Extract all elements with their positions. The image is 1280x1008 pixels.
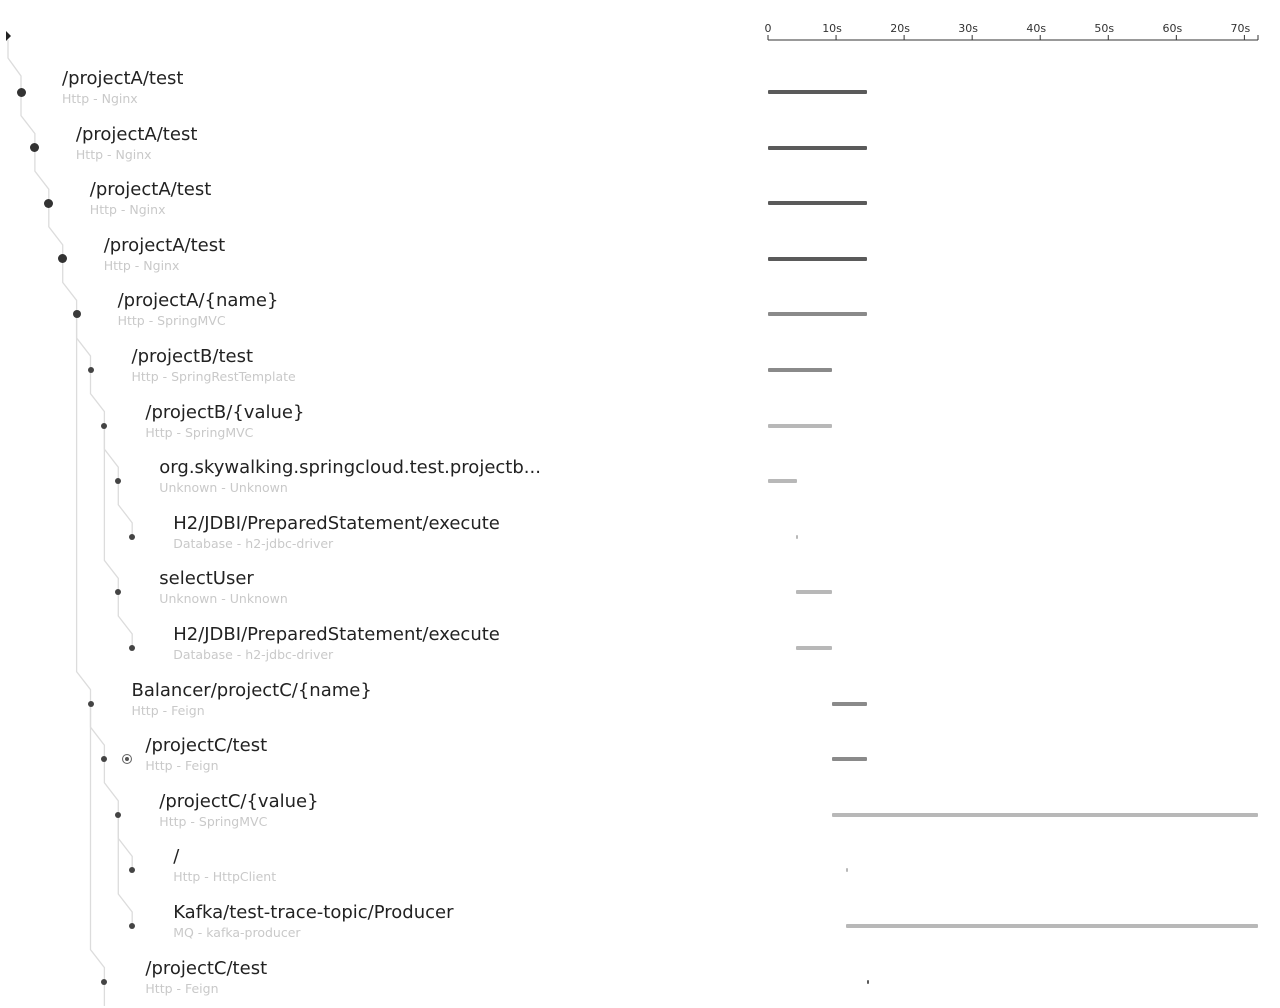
span-component-label: Http - Feign: [131, 702, 205, 718]
span-row[interactable]: [0, 566, 740, 618]
span-endpoint-name: /projectC/test: [145, 735, 268, 757]
span-duration-bar[interactable]: [796, 535, 798, 539]
span-endpoint-name: /projectA/test: [75, 123, 198, 145]
span-row[interactable]: [0, 66, 740, 118]
span-endpoint-name: Balancer/projectC/{name}: [131, 679, 372, 701]
span-node-dot-icon[interactable]: [101, 423, 107, 429]
span-component-label: Http - SpringMVC: [117, 313, 226, 329]
span-endpoint-name: H2/JDBI/PreparedStatement/execute: [173, 512, 500, 534]
span-row[interactable]: [0, 622, 740, 674]
span-endpoint-name: Kafka/test-trace-topic/Producer: [173, 902, 454, 923]
span-row[interactable]: [0, 678, 740, 730]
span-duration-bar[interactable]: [846, 868, 848, 872]
span-duration-bar[interactable]: [796, 590, 832, 594]
span-row[interactable]: [0, 288, 740, 340]
span-node-dot-icon[interactable]: [115, 478, 121, 484]
span-component-label: Http - SpringMVC: [159, 813, 268, 829]
span-row[interactable]: [0, 455, 740, 507]
span-row[interactable]: [0, 177, 740, 229]
span-node-dot-icon[interactable]: [129, 645, 135, 651]
span-component-label: Http - SpringMVC: [145, 424, 254, 440]
span-node-dot-icon[interactable]: [101, 756, 107, 762]
span-component-label: Http - Nginx: [62, 91, 138, 106]
axis-tick-label: 40s: [1026, 22, 1047, 35]
span-row[interactable]: [0, 733, 740, 785]
span-row[interactable]: [0, 789, 740, 841]
span-component-label: Database - h2-jdbc-driver: [173, 647, 334, 662]
span-component-label: Http - Nginx: [75, 146, 152, 162]
span-row[interactable]: [0, 511, 740, 563]
span-row[interactable]: [0, 233, 740, 285]
span-duration-bar[interactable]: [796, 646, 832, 650]
axis-tick-label: 30s: [958, 22, 979, 35]
span-row[interactable]: [0, 956, 740, 1008]
span-node-dot-icon[interactable]: [129, 923, 135, 929]
span-duration-bar[interactable]: [768, 90, 867, 94]
timeline-axis: [0, 0, 1280, 50]
span-endpoint-name: /projectA/test: [89, 179, 212, 201]
span-component-label: Http - Nginx: [103, 257, 180, 273]
span-endpoint-name: /projectA/test: [103, 234, 226, 256]
span-node-dot-icon[interactable]: [115, 812, 121, 818]
span-duration-bar[interactable]: [768, 257, 867, 261]
span-component-label: Http - HttpClient: [173, 869, 277, 885]
span-endpoint-name: selectUser: [159, 568, 254, 590]
span-node-dot-icon[interactable]: [73, 310, 81, 318]
span-component-label: Http - Nginx: [89, 202, 166, 218]
span-duration-bar[interactable]: [832, 813, 1258, 817]
axis-tick-label: 20s: [890, 22, 910, 35]
span-endpoint-name: /projectA/test: [62, 68, 184, 89]
span-row[interactable]: [0, 122, 740, 174]
axis-tick-label: 70s: [1230, 22, 1251, 35]
span-row[interactable]: [0, 844, 740, 896]
axis-tick-label: 10s: [822, 22, 842, 35]
axis-tick-label: 60s: [1162, 22, 1183, 35]
span-endpoint-name: /: [173, 846, 180, 868]
span-component-label: Http - SpringRestTemplate: [131, 369, 296, 384]
span-component-label: Database - h2-jdbc-driver: [173, 535, 334, 551]
span-row[interactable]: [0, 344, 740, 396]
axis-tick-label: 0: [764, 22, 772, 35]
span-duration-bar[interactable]: [768, 479, 797, 483]
span-duration-bar[interactable]: [846, 924, 1258, 928]
span-row[interactable]: [0, 900, 740, 952]
span-duration-bar[interactable]: [768, 146, 867, 150]
span-node-dot-icon[interactable]: [101, 979, 107, 985]
span-component-label: Unknown - Unknown: [159, 591, 288, 607]
span-node-dot-icon[interactable]: [88, 367, 94, 373]
span-endpoint-name: H2/JDBI/PreparedStatement/execute: [173, 624, 500, 645]
span-node-dot-icon[interactable]: [58, 254, 67, 263]
span-endpoint-name: /projectB/test: [131, 346, 254, 367]
span-endpoint-name: /projectC/test: [145, 957, 268, 979]
span-endpoint-name: org.skywalking.springcloud.test.projectb...: [159, 457, 541, 479]
span-node-dot-icon[interactable]: [44, 199, 53, 208]
span-node-dot-icon[interactable]: [17, 88, 26, 97]
span-duration-bar[interactable]: [832, 702, 867, 706]
span-endpoint-name: /projectB/{value}: [145, 401, 305, 423]
span-node-dot-icon[interactable]: [129, 867, 135, 873]
span-component-label: Unknown - Unknown: [159, 480, 288, 496]
span-row[interactable]: [0, 400, 740, 452]
span-duration-bar[interactable]: [768, 312, 867, 316]
span-node-dot-icon[interactable]: [88, 701, 94, 707]
span-node-dot-icon[interactable]: [115, 589, 121, 595]
span-duration-bar[interactable]: [867, 980, 869, 984]
span-endpoint-name: /projectC/{value}: [159, 790, 319, 812]
span-duration-bar[interactable]: [768, 201, 867, 205]
span-duration-bar[interactable]: [768, 368, 832, 372]
span-component-label: Http - Feign: [145, 758, 219, 774]
axis-tick-label: 50s: [1094, 22, 1115, 35]
selected-span-indicator-icon: [122, 754, 132, 764]
span-node-dot-icon[interactable]: [30, 143, 39, 152]
span-endpoint-name: /projectA/{name}: [117, 290, 279, 312]
span-component-label: MQ - kafka-producer: [173, 925, 301, 940]
span-component-label: Http - Feign: [145, 980, 219, 996]
span-duration-bar[interactable]: [768, 424, 832, 428]
span-duration-bar[interactable]: [832, 757, 867, 761]
span-node-dot-icon[interactable]: [129, 534, 135, 540]
